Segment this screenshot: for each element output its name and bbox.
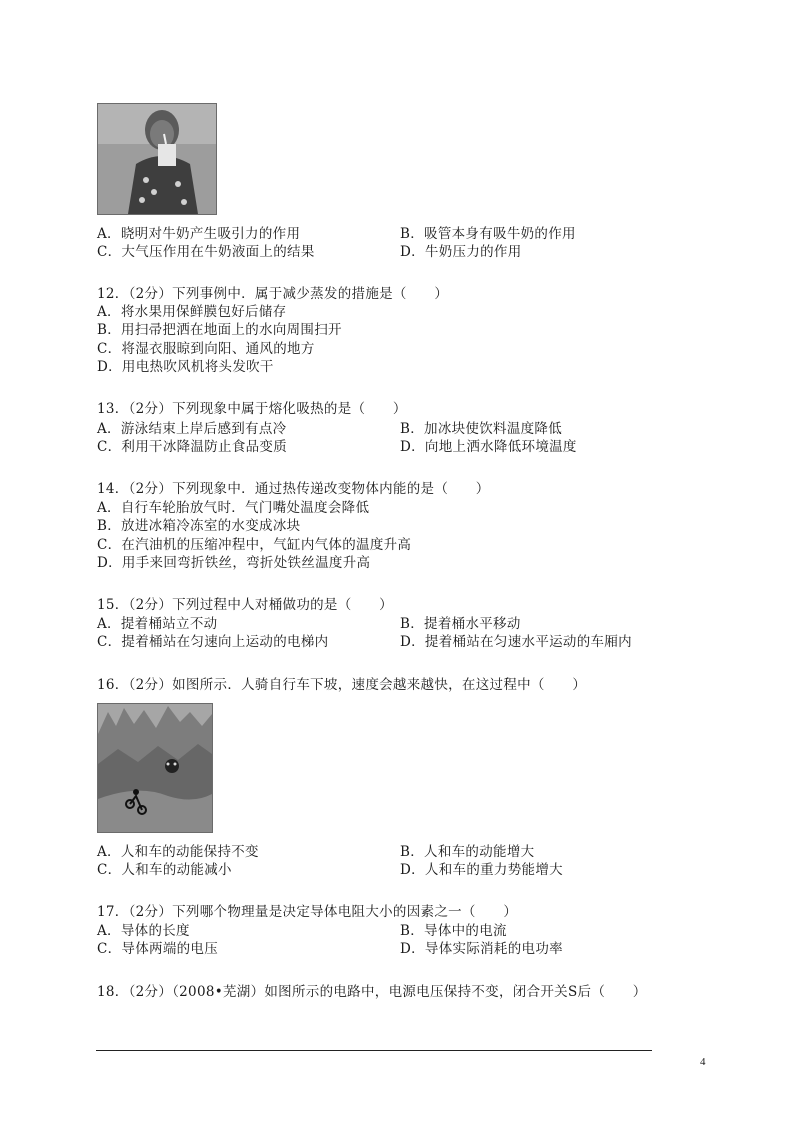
q15-option-a: A．提着桶站立不动 xyxy=(97,616,218,632)
q11-option-a: A．晓明对牛奶产生吸引力的作用 xyxy=(97,226,301,242)
q16-stem: 16．（2分）如图所示．人骑自行车下坡，速度会越来越快，在这过程中（ ） xyxy=(97,677,587,693)
q14-stem: 14．（2分）下列现象中．通过热传递改变物体内能的是（ ） xyxy=(97,481,490,497)
q11-option-c: C．大气压作用在牛奶液面上的结果 xyxy=(97,244,315,260)
footer-rule xyxy=(96,1050,652,1051)
milk-straw-photo xyxy=(97,103,217,215)
q12-option-d: D．用电热吹风机将头发吹干 xyxy=(97,359,274,375)
q15-option-b: B．提着桶水平移动 xyxy=(400,616,521,632)
q13-option-b: B．加冰块使饮料温度降低 xyxy=(400,421,563,437)
q12-option-a: A．将水果用保鲜膜包好后储存 xyxy=(97,304,287,320)
q18-stem: 18．（2分）（2008•芜湖）如图所示的电路中，电源电压保持不变，闭合开关S后（ ） xyxy=(97,984,647,1000)
q12-option-c: C．将湿衣服晾到向阳、通风的地方 xyxy=(97,341,315,357)
q17-option-b: B．导体中的电流 xyxy=(400,923,507,939)
q15-stem: 15．（2分）下列过程中人对桶做功的是（ ） xyxy=(97,597,393,613)
downhill-cyclist-photo xyxy=(97,703,213,833)
q11-option-b: B．吸管本身有吸牛奶的作用 xyxy=(400,226,576,242)
q16-option-c: C．人和车的动能减小 xyxy=(97,862,232,878)
milk-straw-illustration xyxy=(98,104,216,214)
q17-option-d: D．导体实际消耗的电功率 xyxy=(400,941,563,957)
page-number: 4 xyxy=(700,1056,706,1068)
q15-option-c: C．提着桶站在匀速向上运动的电梯内 xyxy=(97,634,329,650)
q13-option-a: A．游泳结束上岸后感到有点冷 xyxy=(97,421,287,437)
q14-option-b: B．放进冰箱冷冻室的水变成冰块 xyxy=(97,518,301,534)
q15-option-d: D．提着桶站在匀速水平运动的车厢内 xyxy=(400,634,632,650)
q17-option-a: A．导体的长度 xyxy=(97,923,190,939)
q14-option-d: D．用手来回弯折铁丝，弯折处铁丝温度升高 xyxy=(97,555,371,571)
q13-option-c: C．利用干冰降温防止食品变质 xyxy=(97,439,288,455)
q14-option-c: C．在汽油机的压缩冲程中，气缸内气体的温度升高 xyxy=(97,537,412,553)
q12-stem: 12．（2分）下列事例中．属于减少蒸发的措施是（ ） xyxy=(97,286,449,302)
q13-stem: 13．（2分）下列现象中属于熔化吸热的是（ ） xyxy=(97,401,407,417)
downhill-cyclist-illustration xyxy=(98,704,212,832)
q12-option-b: B．用扫帚把洒在地面上的水向周围扫开 xyxy=(97,322,342,338)
q17-stem: 17．（2分）下列哪个物理量是决定导体电阻大小的因素之一（ ） xyxy=(97,904,518,920)
q16-option-d: D．人和车的重力势能增大 xyxy=(400,862,563,878)
q16-option-a: A．人和车的动能保持不变 xyxy=(97,844,259,860)
q14-option-a: A．自行车轮胎放气时．气门嘴处温度会降低 xyxy=(97,500,370,516)
q13-option-d: D．向地上洒水降低环境温度 xyxy=(400,439,577,455)
q16-option-b: B．人和车的动能增大 xyxy=(400,844,535,860)
q11-option-d: D．牛奶压力的作用 xyxy=(400,244,522,260)
q17-option-c: C．导体两端的电压 xyxy=(97,941,219,957)
